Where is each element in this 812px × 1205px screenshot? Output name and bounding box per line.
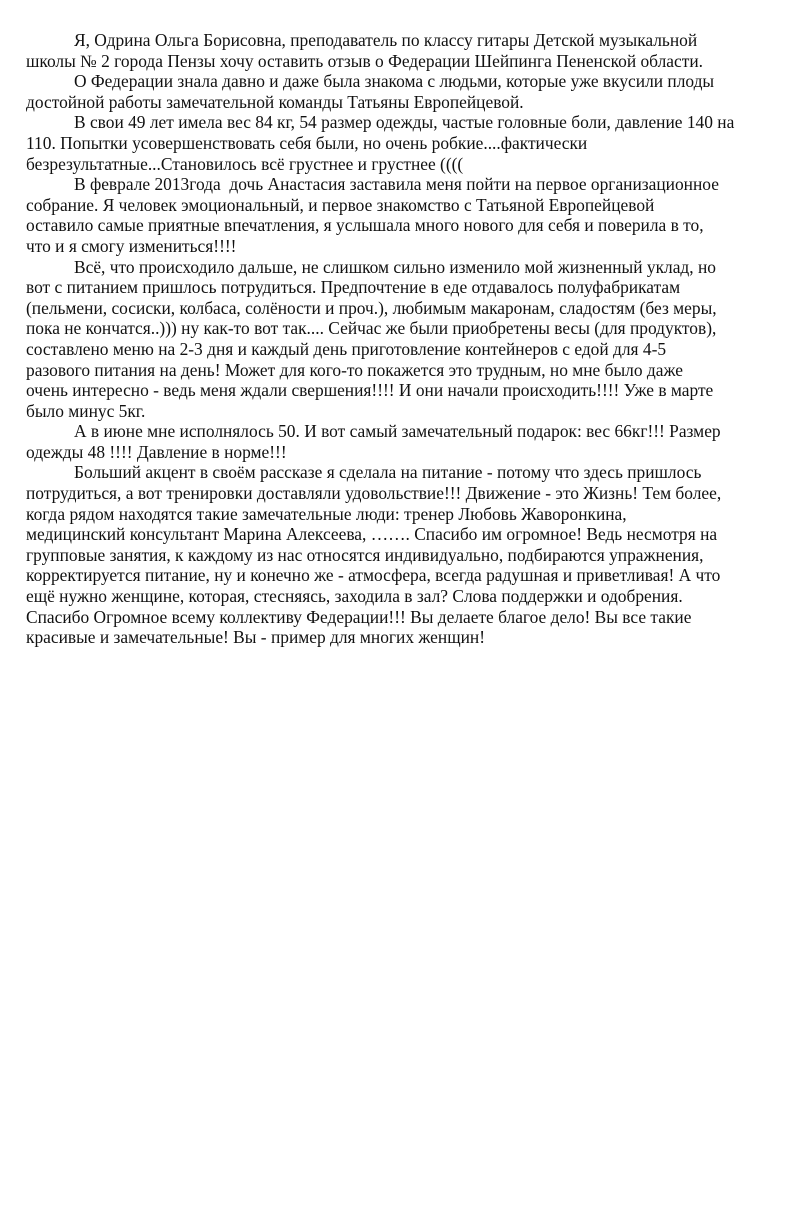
text-line: разового питания на день! Может для кого-то покажется это трудным, но мне было даже xyxy=(26,359,683,380)
text-line: А в июне мне исполнялось 50. И вот самый замечательный подарок: вес 66кг!!! Размер xyxy=(74,421,721,442)
text-line: красивые и замечательные! Вы - пример для многих женщин! xyxy=(26,627,485,648)
paragraph xyxy=(26,30,806,71)
text-line: (пельмени, сосиски, колбаса, солёности и проч.), любимым макаронам, сладостям (без меры, xyxy=(26,297,717,318)
text-line: одежды 48 !!!! Давление в норме!!! xyxy=(26,441,287,462)
text-line: собрание. Я человек эмоциональный, и первое знакомство с Татьяной Европейцевой xyxy=(26,194,655,215)
paragraph xyxy=(26,174,806,256)
text-line: школы № 2 города Пензы хочу оставить отзыв о Федерации Шейпинга Пененской области. xyxy=(26,50,703,71)
paragraph xyxy=(26,421,806,462)
text-line: О Федерации знала давно и даже была знакома с людьми, которые уже вкусили плоды xyxy=(74,71,715,92)
text-line: 110. Попытки усовершенствовать себя были, но очень робкие....фактически xyxy=(26,132,588,153)
text-line: очень интересно - ведь меня ждали свершения!!!! И они начали происходить!!!! Уже в марте xyxy=(26,380,714,401)
text-line: Спасибо Огромное всему коллективу Федерации!!! Вы делаете благое дело! Вы все такие xyxy=(26,606,692,627)
text-line: групповые занятия, к каждому из нас относятся индивидуально, подбираются упражнения, xyxy=(26,544,704,565)
text-line: ещё нужно женщине, которая, стесняясь, заходила в зал? Слова поддержки и одобрения. xyxy=(26,586,683,607)
paragraph xyxy=(26,462,806,647)
paragraph xyxy=(26,71,806,112)
text-line: когда рядом находятся такие замечательные люди: тренер Любовь Жаворонкина, xyxy=(26,503,627,524)
text-line: было минус 5кг. xyxy=(26,400,146,421)
paragraph xyxy=(26,257,806,422)
text-line: составлено меню на 2-3 дня и каждый день приготовление контейнеров с едой для 4-5 xyxy=(26,338,667,359)
text-line: пока не кончатся..))) ну как-то вот так.... Сейчас же были приобретены весы (для продуктов), xyxy=(26,318,717,339)
text-line: достойной работы замечательной команды Татьяны Европейцевой. xyxy=(26,91,524,112)
text-line: вот с питанием пришлось потрудиться. Предпочтение в еде отдавалось полуфабрикатам xyxy=(26,277,681,298)
paragraph xyxy=(26,112,806,174)
text-line: В свои 49 лет имела вес 84 кг, 54 размер одежды, частые головные боли, давление 140 на xyxy=(74,112,735,133)
document-body xyxy=(26,30,806,648)
text-line: Я, Одрина Ольга Борисовна, преподаватель по классу гитары Детской музыкальной xyxy=(74,30,698,50)
text-line: В феврале 2013года дочь Анастасия заставила меня пойти на первое организационное xyxy=(74,174,719,195)
text-line: потрудиться, а вот тренировки доставляли удовольствие!!! Движение - это Жизнь! Тем более, xyxy=(26,483,722,504)
text-line: Всё, что происходило дальше, не слишком сильно изменило мой жизненный уклад, но xyxy=(74,256,716,277)
text-line: корректируется питание, ну и конечно же - атмосфера, всегда радушная и приветливая! А что xyxy=(26,565,721,586)
text-line: оставило самые приятные впечатления, я услышала много нового для себя и поверила в то, xyxy=(26,215,704,236)
text-line: что и я смогу измениться!!!! xyxy=(26,235,237,256)
text-line: Больший акцент в своём рассказе я сделала на питание - потому что здесь пришлось xyxy=(74,462,702,483)
text-line: безрезультатные...Становилось всё грустнее и грустнее (((( xyxy=(26,153,464,174)
text-line: медицинский консультант Марина Алексеева, ……. Спасибо им огромное! Ведь несмотря на xyxy=(26,524,718,545)
